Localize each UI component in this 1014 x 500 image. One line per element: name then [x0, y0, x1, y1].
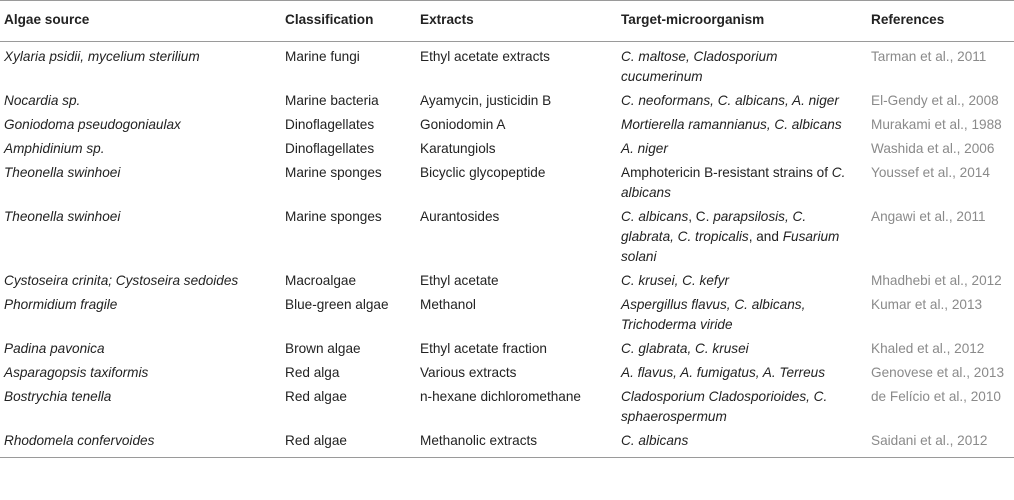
cell-extracts: Bicyclic glycopeptide — [420, 165, 546, 180]
cell-reference: Angawi et al., 2011 — [871, 209, 986, 224]
cell-extracts: Ayamycin, justicidin B — [420, 93, 552, 108]
cell-reference: Saidani et al., 2012 — [867, 429, 1014, 458]
cell-classification: Blue-green algae — [285, 297, 389, 312]
cell-extracts: Ethyl acetate fraction — [420, 341, 547, 356]
target-text-segment: C. maltose, Cladosporium cucumerinum — [621, 49, 778, 84]
cell-reference: Mhadhebi et al., 2012 — [871, 273, 1002, 288]
table-header — [0, 1, 1014, 42]
cell-algae-source: Rhodomela confervoides — [0, 429, 281, 458]
cell-target-microorganism — [617, 269, 867, 293]
target-text-segment: Cladosporium Cladosporioides, C. sphaerospermum — [621, 389, 828, 424]
cell-target-microorganism — [617, 293, 867, 337]
cell-reference: Tarman et al., 2011 — [871, 49, 987, 64]
target-text-segment: parapsilosis, C. glabrata, C. tropicalis — [621, 209, 807, 244]
cell-target-microorganism — [617, 337, 867, 361]
table-row — [0, 113, 1014, 137]
cell-classification: Red algae — [281, 429, 416, 458]
cell-extracts: Various extracts — [420, 365, 517, 380]
cell-algae-source: Theonella swinhoei — [4, 209, 121, 224]
header-extracts: Extracts — [416, 1, 617, 42]
cell-extracts: Methanolic extracts — [416, 429, 617, 458]
table-row — [0, 137, 1014, 161]
cell-extracts: n-hexane dichloromethane — [420, 389, 581, 404]
cell-target-microorganism — [617, 385, 867, 429]
cell-algae-source: Xylaria psidii, mycelium sterilium — [4, 49, 200, 64]
cell-classification: Marine bacteria — [285, 93, 379, 108]
cell-target-microorganism — [617, 161, 867, 205]
cell-classification: Marine sponges — [285, 209, 382, 224]
cell-reference: Khaled et al., 2012 — [871, 341, 985, 356]
cell-algae-source: Asparagopsis taxiformis — [4, 365, 149, 380]
cell-algae-source: Phormidium fragile — [4, 297, 118, 312]
cell-target-microorganism — [617, 89, 867, 113]
cell-extracts: Goniodomin A — [420, 117, 506, 132]
target-text-segment: , and — [748, 229, 783, 244]
cell-reference: Youssef et al., 2014 — [871, 165, 990, 180]
table-body — [0, 42, 1014, 458]
table-row — [0, 293, 1014, 337]
cell-target-microorganism — [617, 429, 867, 458]
target-text-segment: A. flavus, A. fumigatus, A. Terreus — [621, 365, 825, 380]
table-row — [0, 337, 1014, 361]
header-row — [0, 1, 1014, 42]
target-text-segment: C. glabrata, C. krusei — [621, 341, 749, 356]
target-text-segment: Aspergillus flavus, C. albicans, Trichoderma viride — [621, 297, 806, 332]
cell-classification: Dinoflagellates — [285, 117, 375, 132]
target-text-segment: Mortierella ramannianus, C. albicans — [621, 117, 842, 132]
header-algae-source: Algae source — [0, 1, 281, 42]
cell-target-microorganism — [617, 361, 867, 385]
table-row — [0, 269, 1014, 293]
cell-algae-source: Bostrychia tenella — [4, 389, 112, 404]
cell-target-microorganism — [617, 113, 867, 137]
table-row — [0, 205, 1014, 269]
table-row — [0, 89, 1014, 113]
target-text-segment: C. albicans — [621, 165, 846, 200]
cell-reference: Kumar et al., 2013 — [871, 297, 983, 312]
cell-classification: Red algae — [285, 389, 347, 404]
cell-extracts: Karatungiols — [420, 141, 496, 156]
cell-classification: Marine sponges — [285, 165, 382, 180]
table-row — [0, 429, 1014, 458]
target-text-segment: C. albicans — [621, 209, 689, 224]
target-text-segment: , C. — [688, 209, 714, 224]
cell-target-microorganism — [617, 137, 867, 161]
cell-target-microorganism — [617, 205, 867, 269]
cell-extracts: Methanol — [420, 297, 476, 312]
cell-algae-source: Goniodoma pseudogoniaulax — [4, 117, 181, 132]
cell-reference: de Felício et al., 2010 — [871, 389, 1001, 404]
cell-algae-source: Cystoseira crinita; Cystoseira sedoides — [4, 273, 239, 288]
target-text-segment: A. niger — [621, 141, 668, 156]
cell-extracts: Ethyl acetate — [420, 273, 499, 288]
cell-target-microorganism — [617, 42, 867, 90]
cell-algae-source: Amphidinium sp. — [4, 141, 105, 156]
target-text-segment: C. krusei, C. kefyr — [621, 273, 730, 288]
header-references: References — [867, 1, 1014, 42]
cell-extracts: Ethyl acetate extracts — [420, 49, 550, 64]
cell-reference: Washida et al., 2006 — [871, 141, 995, 156]
cell-reference: Genovese et al., 2013 — [871, 365, 1005, 380]
header-target-microorganism: Target-microorganism — [617, 1, 867, 42]
target-text-segment: C. albicans — [621, 433, 689, 448]
cell-extracts: Aurantosides — [420, 209, 500, 224]
cell-classification: Red alga — [285, 365, 340, 380]
target-text-segment: Amphotericin B-resistant strains of — [621, 165, 832, 180]
table-row — [0, 385, 1014, 429]
cell-reference: El-Gendy et al., 2008 — [871, 93, 999, 108]
target-text-segment: Fusarium solani — [621, 229, 840, 264]
table-row — [0, 161, 1014, 205]
table-row — [0, 42, 1014, 90]
cell-classification: Macroalgae — [285, 273, 357, 288]
target-text-segment: C. neoformans, C. albicans, A. niger — [621, 93, 839, 108]
cell-algae-source: Padina pavonica — [4, 341, 105, 356]
header-classification: Classification — [281, 1, 416, 42]
cell-classification: Brown algae — [285, 341, 361, 356]
cell-reference: Murakami et al., 1988 — [871, 117, 1002, 132]
cell-classification: Dinoflagellates — [285, 141, 375, 156]
cell-algae-source: Nocardia sp. — [4, 93, 81, 108]
cell-algae-source: Theonella swinhoei — [4, 165, 121, 180]
cell-classification: Marine fungi — [285, 49, 360, 64]
table-row — [0, 361, 1014, 385]
